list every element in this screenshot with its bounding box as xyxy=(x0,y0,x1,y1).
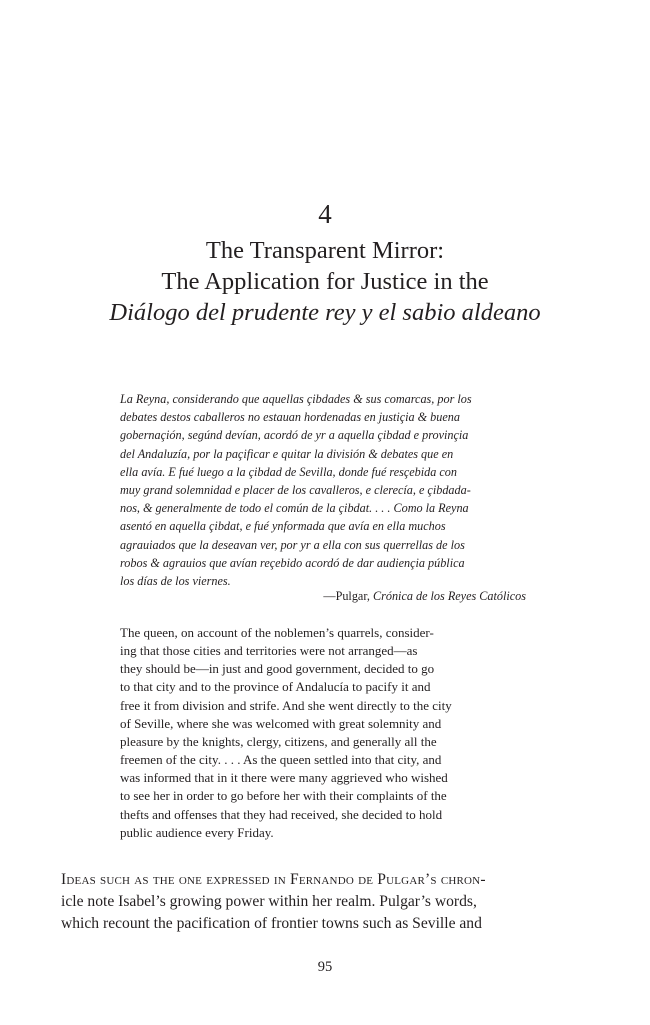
epigraph-english-line: freemen of the city. . . . As the queen settled into that city, and xyxy=(120,752,442,768)
chapter-title-line-3: Diálogo del prudente rey y el sabio aldeano xyxy=(109,299,541,326)
chapter-title-line-2: The Application for Justice in the xyxy=(161,268,489,295)
chapter-title-line-1: The Transparent Mirror: xyxy=(205,237,445,264)
epigraph-spanish-line: La Reyna, considerando que aquellas çibdades & sus comarcas, por los xyxy=(120,392,472,406)
epigraph-english-line: to that city and to the province of Andalucía to pacify it and xyxy=(120,679,431,695)
epigraph-english-line: free it from division and strife. And she went directly to the city xyxy=(120,697,452,713)
chapter-title xyxy=(0,235,650,328)
epigraph-english-line: they should be—in just and good government, decided to go xyxy=(120,661,435,677)
epigraph-spanish-line: robos & agrauios que avían reçebido acordó de dar audiençia pública xyxy=(120,555,465,570)
epigraph-spanish-line: nos, & generalmente de todo el común de la çibdat. . . . Como la Reyna xyxy=(120,501,469,516)
body-paragraph xyxy=(61,869,591,935)
epigraph-english-line: pleasure by the knights, clergy, citizens, and generally all the xyxy=(120,733,437,749)
epigraph-english-line: thefts and offenses that they had received, she decided to hold xyxy=(120,806,443,822)
chapter-number: 4 xyxy=(318,199,332,229)
epigraph-spanish-line: del Andaluzía, por la paçificar e quitar la división & debates que en xyxy=(120,446,454,461)
epigraph-spanish-line: los días de los viernes. xyxy=(120,574,231,589)
body-line: icle note Isabel’s growing power within her realm. Pulgar’s words, xyxy=(61,893,477,910)
epigraph-english-translation xyxy=(120,624,530,842)
epigraph-attribution xyxy=(120,587,526,605)
page-number: 95 xyxy=(317,959,333,975)
epigraph-spanish-line: debates destos caballeros no estauan hordenadas en justiçia & buena xyxy=(120,410,460,425)
body-line: which recount the pacification of frontier towns such as Seville and xyxy=(61,915,482,932)
attribution-author: —Pulgar, xyxy=(323,589,370,603)
epigraph-english-line: The queen, on account of the noblemen’s quarrels, consider- xyxy=(120,625,434,640)
epigraph-spanish-line: gobernaçión, segúnd devían, acordó de yr a aquella çibdad e provinçia xyxy=(120,428,469,443)
epigraph-english-line: to see her in order to go before her with their complaints of the xyxy=(120,788,447,804)
epigraph-english-line: ing that those cities and territories were not arranged—as xyxy=(120,643,418,659)
attribution-work-title: Crónica de los Reyes Católicos xyxy=(373,589,526,603)
epigraph-english-line: public audience every Friday. xyxy=(120,824,274,840)
epigraph-english-line: was informed that in it there were many aggrieved who wished xyxy=(120,770,448,786)
epigraph-english-line: of Seville, where she was welcomed with great solemnity and xyxy=(120,715,442,731)
body-opening-line: Ideas such as the one expressed in Fernando de Pulgar’s chron- xyxy=(61,871,486,888)
epigraph-spanish-line: ella avía. E fué luego a la çibdad de Sevilla, donde fué resçebida con xyxy=(120,464,457,479)
epigraph-spanish-line: asentó en aquella çibdat, e fué ynformada que avía en ella muchos xyxy=(120,519,446,534)
epigraph-spanish xyxy=(120,390,530,590)
epigraph-spanish-line: muy grand solemnidad e placer de los cavalleros, e clerecía, e çibdada- xyxy=(120,483,471,498)
epigraph-spanish-line: agrauiados que la deseavan ver, por yr a ella con sus querrellas de los xyxy=(120,537,465,552)
